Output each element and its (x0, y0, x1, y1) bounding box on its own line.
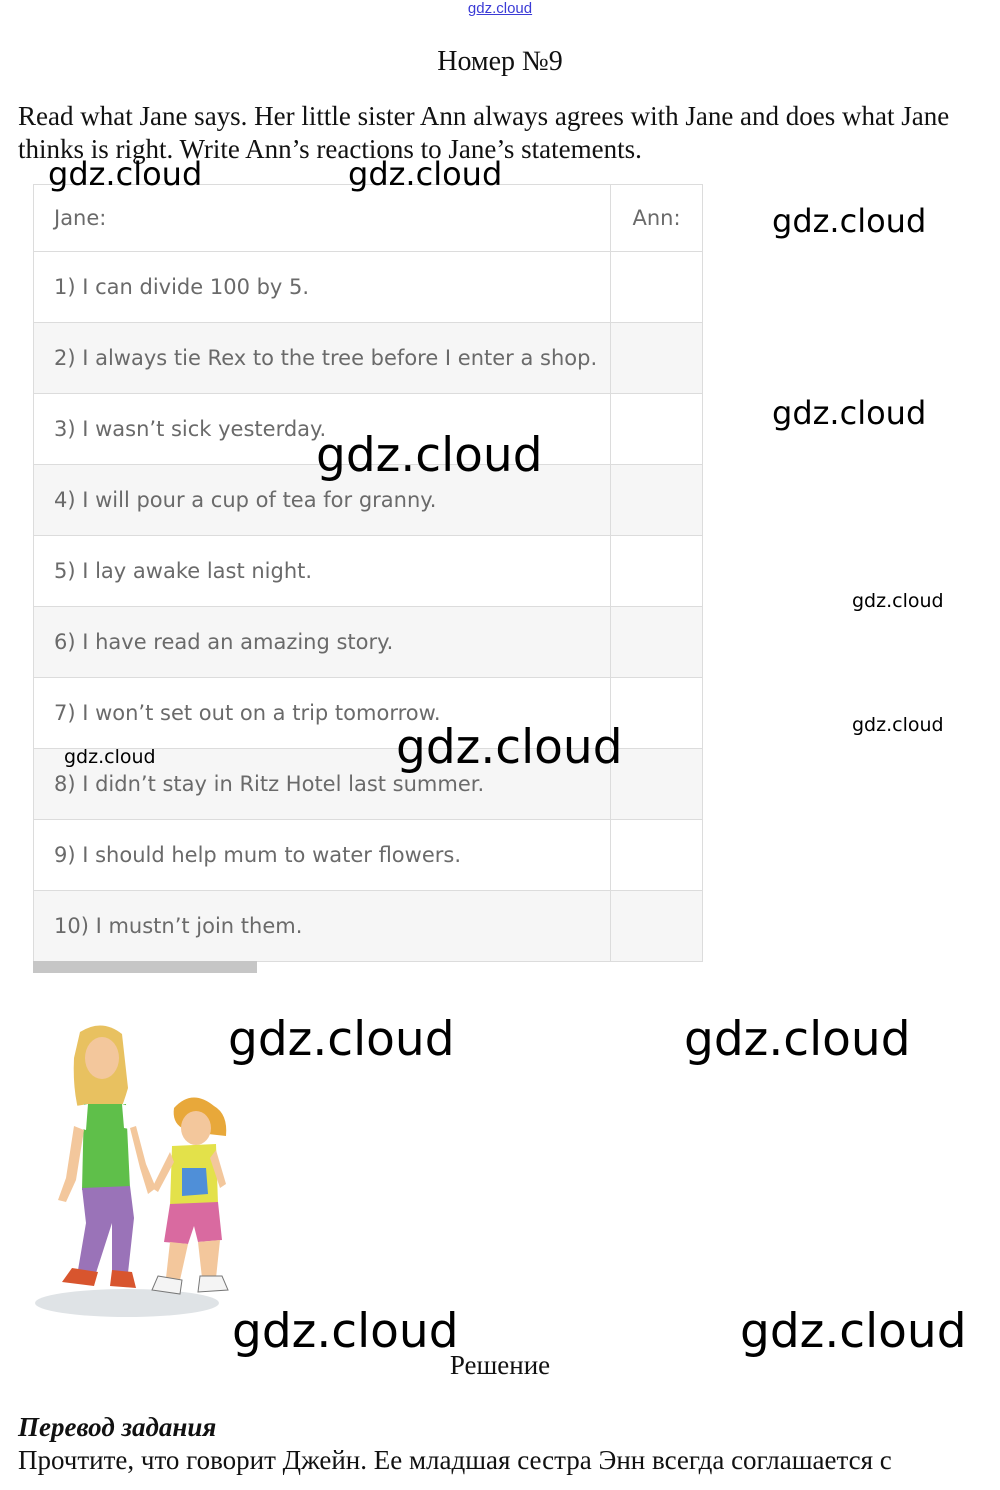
jane-statement: 10) I mustn’t join them. (34, 891, 611, 961)
table-row (34, 819, 702, 890)
jane-statement: 1) I can divide 100 by 5. (34, 252, 611, 322)
watermark: gdz.cloud (316, 428, 543, 483)
page-title: Номер №9 (437, 46, 563, 77)
watermark: gdz.cloud (228, 1012, 455, 1067)
watermark: gdz.cloud (684, 1012, 911, 1067)
solution-label: Решение (449, 1350, 551, 1380)
table-row (34, 322, 702, 393)
ann-reaction (611, 252, 702, 322)
table-row (34, 606, 702, 677)
jane-statement: 7) I won’t set out on a trip tomorrow. (34, 678, 611, 748)
watermark: gdz.cloud (232, 1304, 459, 1359)
watermark: gdz.cloud (64, 746, 156, 768)
header-jane: Jane: (34, 185, 611, 251)
jane-statement: 6) I have read an amazing story. (34, 607, 611, 677)
jane-statement: 8) I didn’t stay in Ritz Hotel last summer. (34, 749, 611, 819)
watermark: gdz.cloud (396, 720, 623, 775)
ann-reaction (611, 891, 702, 961)
ann-reaction (611, 820, 702, 890)
watermark: gdz.cloud (48, 155, 203, 193)
statements-table (33, 184, 703, 962)
horizontal-scrollbar[interactable] (33, 961, 257, 973)
ann-reaction (611, 749, 702, 819)
ann-reaction (611, 536, 702, 606)
ann-reaction (611, 394, 702, 464)
header-ann: Ann: (632, 206, 681, 230)
watermark: gdz.cloud (348, 155, 503, 193)
girls-walking-illustration (32, 1018, 234, 1321)
jane-statement: 4) I will pour a cup of tea for granny. (34, 465, 611, 535)
watermark: gdz.cloud (772, 394, 927, 432)
table-row (34, 535, 702, 606)
table-row (34, 251, 702, 322)
ann-reaction (611, 607, 702, 677)
translation-heading: Перевод задания (18, 1412, 217, 1442)
jane-statement: 5) I lay awake last night. (34, 536, 611, 606)
translation-text: Прочтите, что говорит Джейн. Ее младшая сестра Энн всегда соглашается с (18, 1445, 892, 1475)
jane-statement: 9) I should help mum to water flowers. (34, 820, 611, 890)
watermark: gdz.cloud (852, 714, 944, 736)
watermark: gdz.cloud (772, 202, 927, 240)
task-text: Read what Jane says. Her little sister Ann always agrees with Jane and does what Jane thinks is right. Write Ann’s reactions to Jane’s statements. (18, 101, 950, 164)
jane-statement: 3) I wasn’t sick yesterday. (34, 394, 611, 464)
ann-reaction (611, 465, 702, 535)
ann-reaction (611, 323, 702, 393)
jane-statement: 2) I always tie Rex to the tree before I enter a shop. (34, 323, 611, 393)
table-header-row (34, 185, 702, 251)
watermark: gdz.cloud (740, 1304, 967, 1359)
site-link[interactable]: gdz.cloud (467, 0, 533, 17)
table-row (34, 890, 702, 961)
ann-reaction (611, 678, 702, 748)
watermark: gdz.cloud (852, 590, 944, 612)
